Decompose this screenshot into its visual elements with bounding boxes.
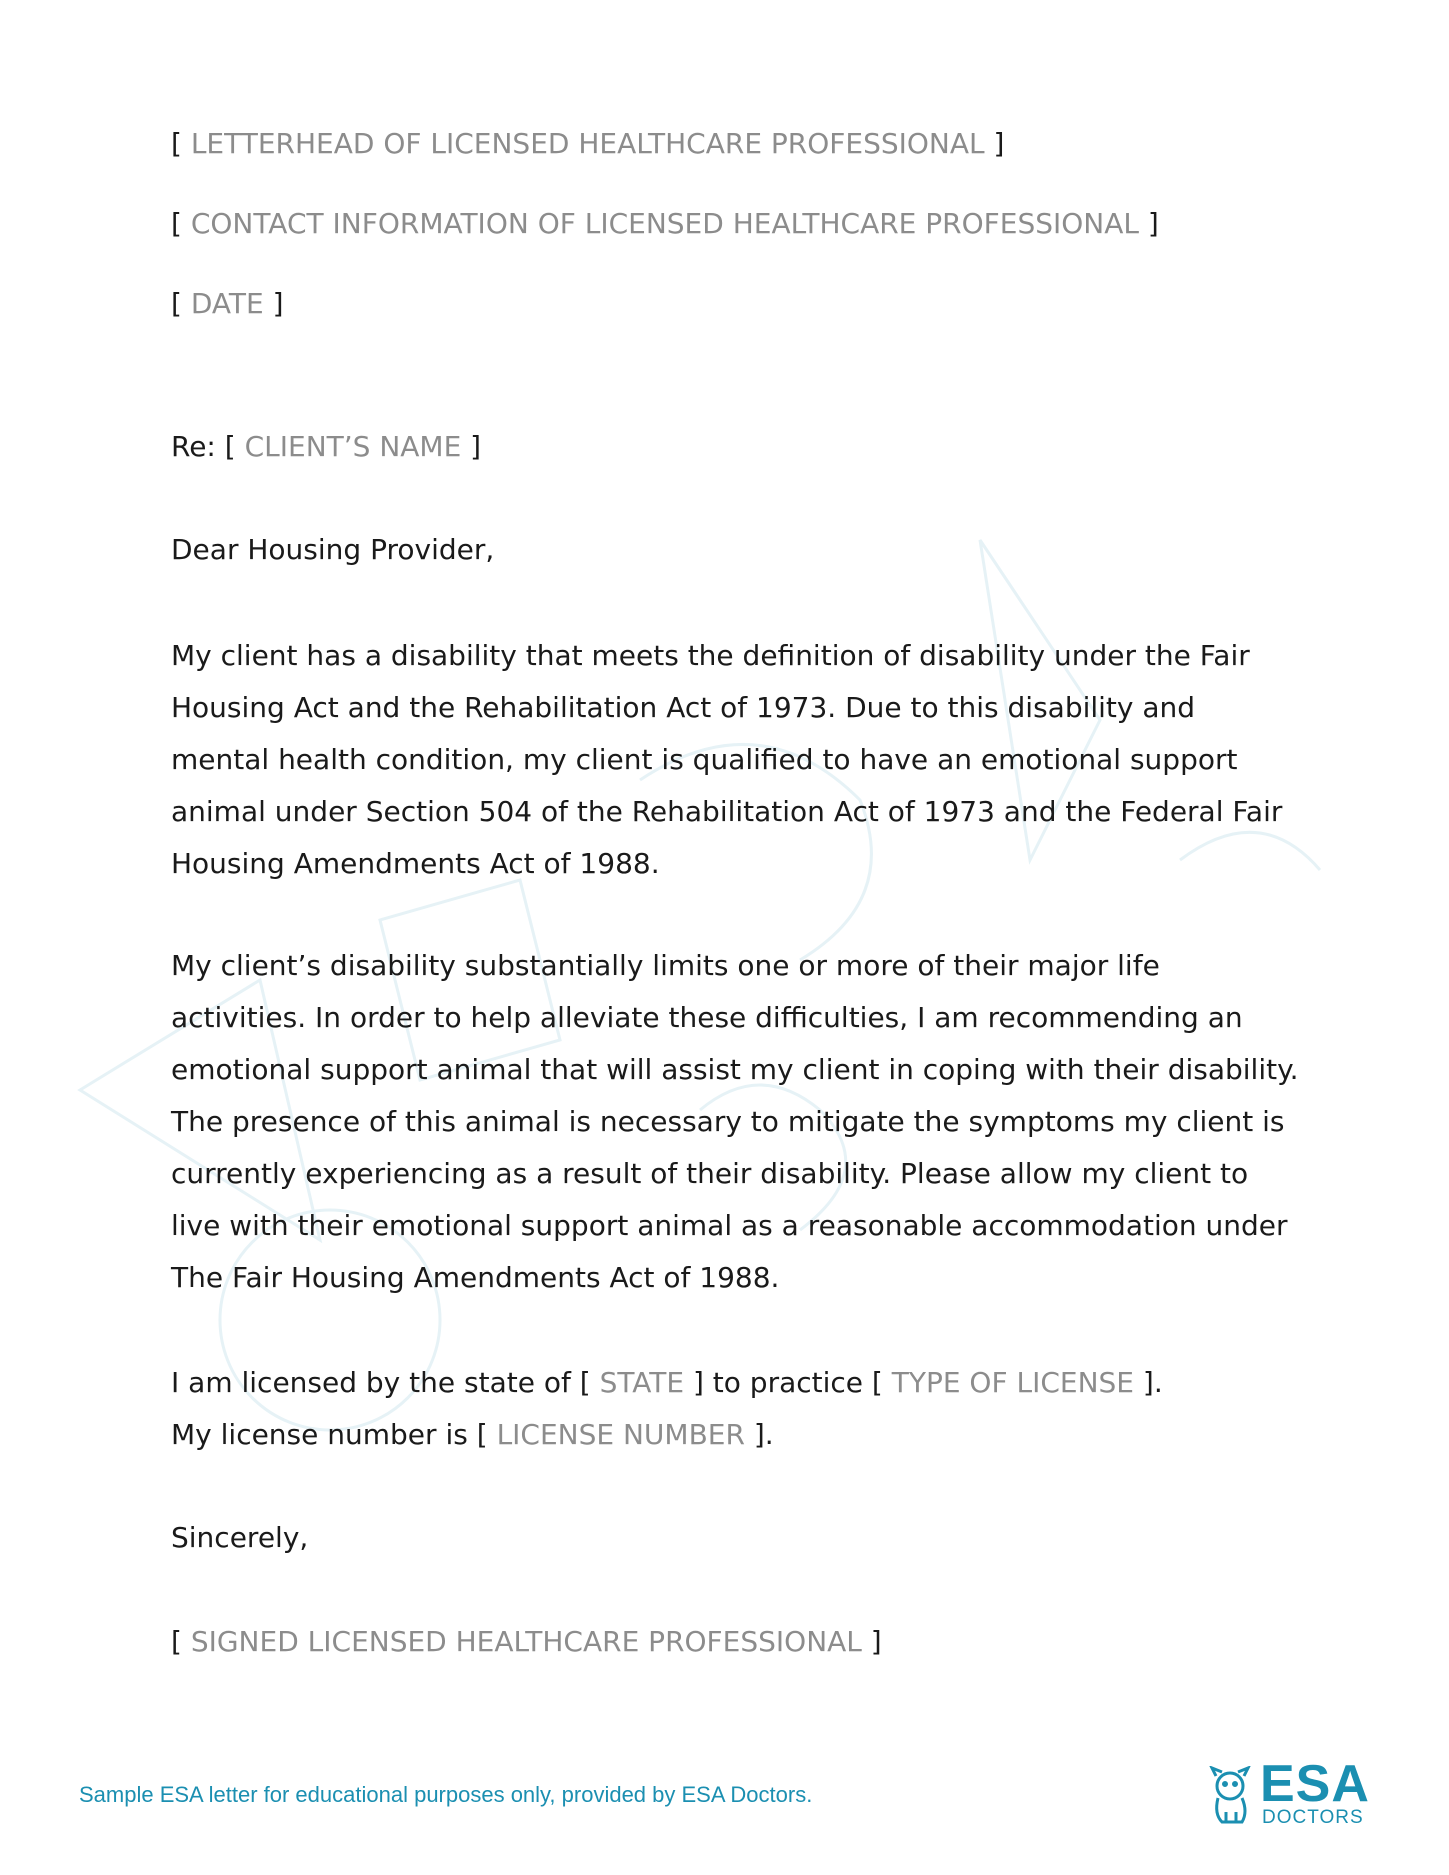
- re-line: Re: [ CLIENT’S NAME ]: [171, 430, 482, 463]
- contact-placeholder: [ CONTACT INFORMATION OF LICENSED HEALTHCARE PROFESSIONAL ]: [171, 207, 1159, 240]
- paragraph-2: My client’s disability substantially limits one or more of their major life activities. In order to help alleviate these difficulties, I am recommending an emotional support animal that will assist my client in coping with their disability. The presence of this animal is necessary to mitigate the symptoms my client is currently experiencing as a result of their disability. Please allow my client to live with their emotional support animal as a reasonable accommodation under The Fair Housing Amendments Act of 1988.: [171, 949, 1299, 1294]
- letterhead-placeholder: [ LETTERHEAD OF LICENSED HEALTHCARE PROFESSIONAL ]: [171, 127, 1005, 160]
- signature-placeholder: [ SIGNED LICENSED HEALTHCARE PROFESSIONAL ]: [171, 1625, 882, 1658]
- state-placeholder: STATE: [599, 1366, 685, 1399]
- license-text-3: .: [1153, 1366, 1163, 1399]
- re-label: Re:: [171, 430, 216, 463]
- signature-text: SIGNED LICENSED HEALTHCARE PROFESSIONAL: [190, 1625, 862, 1658]
- license-number-placeholder: LICENSE NUMBER: [496, 1418, 745, 1451]
- license-type-placeholder: TYPE OF LICENSE: [891, 1366, 1134, 1399]
- logo-subtitle: DOCTORS: [1262, 1807, 1364, 1828]
- license-text-2: to practice: [712, 1366, 864, 1399]
- date-text: DATE: [190, 287, 264, 320]
- contact-text: CONTACT INFORMATION OF LICENSED HEALTHCARE PROFESSIONAL: [190, 207, 1139, 240]
- salutation: Dear Housing Provider,: [171, 533, 495, 566]
- license-line-1: I am licensed by the state of [ STATE ] to practice [ TYPE OF LICENSE ].: [171, 1366, 1163, 1399]
- letterhead-text: LETTERHEAD OF LICENSED HEALTHCARE PROFESSIONAL: [190, 127, 985, 160]
- client-name-placeholder: CLIENT’S NAME: [244, 430, 462, 463]
- license-text-1: I am licensed by the state of: [171, 1366, 571, 1399]
- license-text-5: .: [764, 1418, 774, 1451]
- footer-disclaimer: Sample ESA letter for educational purposes only, provided by ESA Doctors.: [79, 1782, 813, 1807]
- license-text-4: My license number is: [171, 1418, 468, 1451]
- closing: Sincerely,: [171, 1521, 309, 1554]
- date-placeholder: [ DATE ]: [171, 287, 284, 320]
- logo-wordmark: ESA: [1260, 1755, 1370, 1813]
- paragraph-1: My client has a disability that meets the definition of disability under the Fair Housing Act and the Rehabilitation Act of 1973. Due to this disability and mental health condition, my client is qualified to have an emotional support animal under Section 504 of the Rehabilitation Act of 1973 and the Federal Fair Housing Amendments Act of 1988.: [171, 639, 1283, 880]
- license-line-2: My license number is [ LICENSE NUMBER ].: [171, 1418, 774, 1451]
- dog-icon: [1208, 1766, 1256, 1826]
- esa-doctors-logo: [1208, 1755, 1378, 1830]
